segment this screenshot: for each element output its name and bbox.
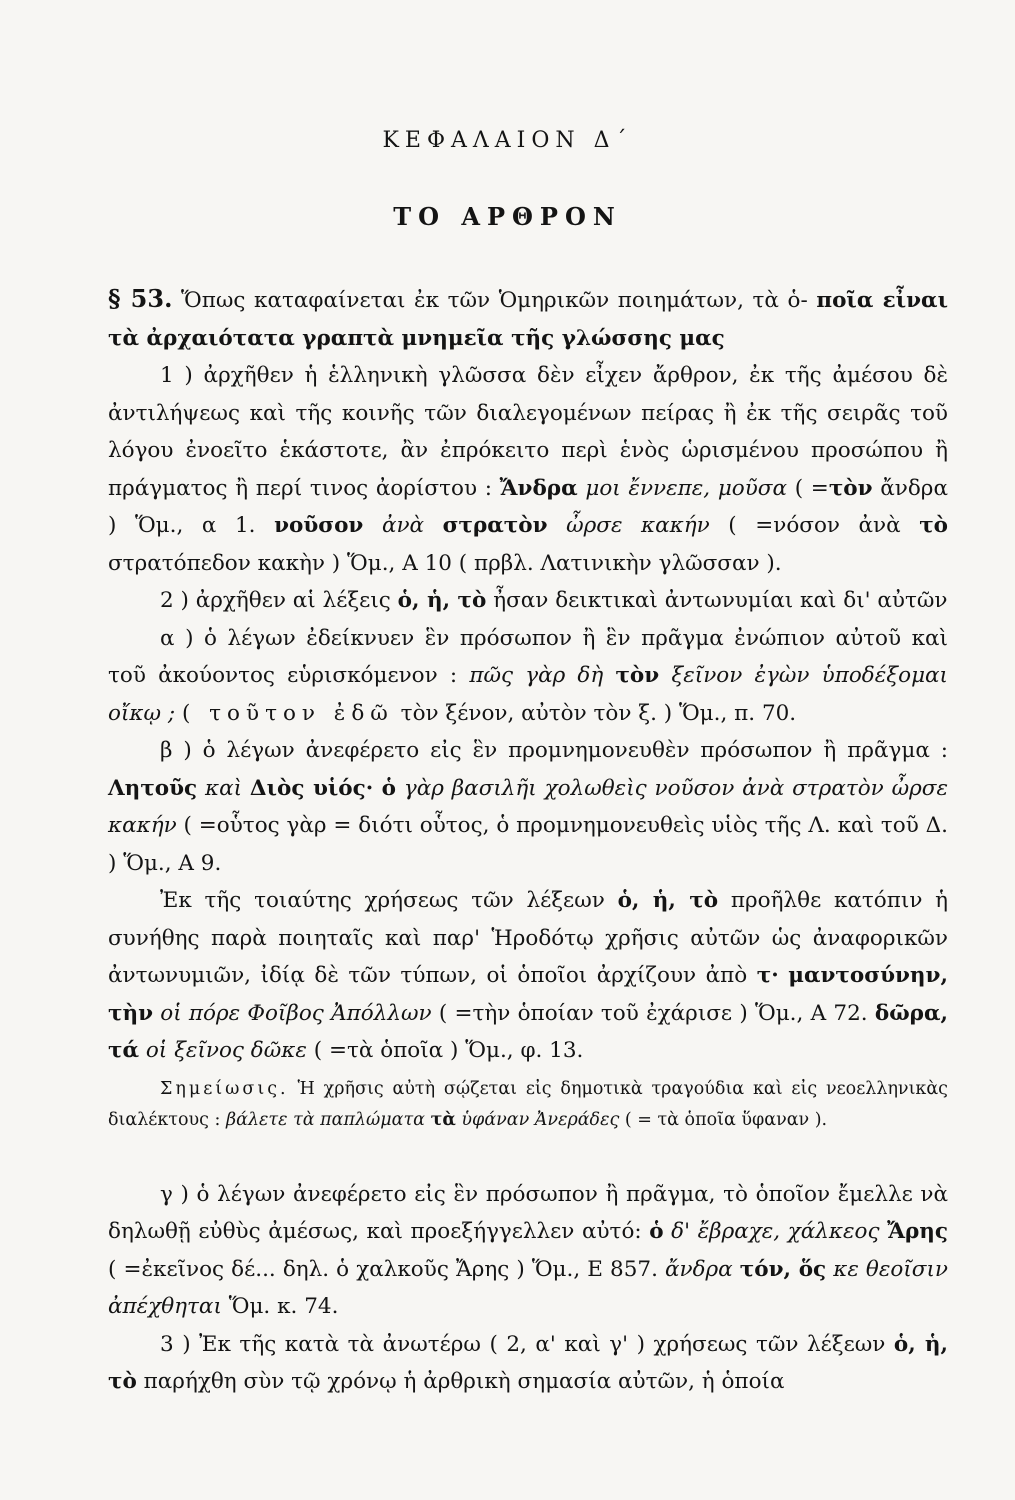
spacer xyxy=(108,1136,948,1176)
body-text xyxy=(108,280,948,1401)
section-53-intro: § 53. Ὅπως καταφαίνεται ἐκ τῶν Ὁμηρικῶν ποιημάτων, τὰ ὁ- ποῖα εἶναι τὰ ἀρχαιότατα γραπτὰ μνημεῖα τῆς γλώσσης μας xyxy=(108,284,948,351)
note: Σημείωσις. Ἡ χρῆσις αὐτὴ σῴζεται εἰς δημοτικὰ τραγούδια καὶ εἰς νεοελληνικὰς διαλέκτους : βάλετε τὰ παπλώματα τὰ ὑφάναν Ἀνεράδες ( = τὰ ὁποῖα ὕφαναν ). xyxy=(108,1078,948,1130)
paragraph-alpha: α ) ὁ λέγων ἐδείκνυεν ἓν πρόσωπον ἢ ἓν πρᾶγμα ἐνώπιον αὐτοῦ καὶ τοῦ ἀκούοντος εὑρισκόμενον : πῶς γὰρ δὴ τὸν ξεῖνον ἐγὼν ὑποδέξομαι οἴκῳ ; ( τοῦτον ἐδῶ τὸν ξένον, αὐτὸν τὸν ξ. ) Ὅμ., π. 70. xyxy=(108,625,948,726)
paragraph-1: 1 ) ἀρχῆθεν ἡ ἑλληνικὴ γλῶσσα δὲν εἶχεν ἄρθρον, ἐκ τῆς ἀμέσου δὲ ἀντιλήψεως καὶ τῆς κοινῆς τῶν διαλεγομένων πείρας ἢ ἐκ τῆς σειρᾶς τοῦ λόγου ἐνοεῖτο ἑκάστοτε, ἂν ἐπρόκειτο περὶ ἑνὸς ὡρισμένου προσώπου ἢ πράγματος ἢ περί τινος ἀορίστου : Ἄνδρα μοι ἔννεπε, μοῦσα ( =τὸν ἄνδρα ) Ὅμ., α 1. νοῦσον ἀνὰ στρατὸν ὦρσε κακήν ( =νόσον ἀνὰ τὸ στρατόπεδον κακὴν ) Ὅμ., Α 10 ( πρβλ. Λατινικὴν γλῶσσαν ). xyxy=(108,363,949,576)
paragraph-beta: β ) ὁ λέγων ἀνεφέρετο εἰς ἓν προμνημονευθὲν πρόσωπον ἢ πρᾶγμα : Λητοῦς καὶ Διὸς υἱός· ὁ γὰρ βασιλῆι χολωθεὶς νοῦσον ἀνὰ στρατὸν ὦρσε κακήν ( =οὗτος γὰρ = διότι οὗτος, ὁ προμνημονευθεὶς υἱὸς τῆς Λ. καὶ τοῦ Δ. ) Ὅμ., Α 9. xyxy=(108,738,948,876)
paragraph-3: 3 ) Ἐκ τῆς κατὰ τὰ ἀνωτέρω ( 2, α' καὶ γ' ) χρήσεως τῶν λέξεων ὁ, ἡ, τὸ παρήχθη σὺν τῷ χρόνῳ ἡ ἀρθρικὴ σημασία αὐτῶν, ἡ ὁποία xyxy=(108,1331,948,1394)
paragraph-gamma: γ ) ὁ λέγων ἀνεφέρετο εἰς ἓν πρόσωπον ἢ πρᾶγμα, τὸ ὁποῖον ἔμελλε νὰ δηλωθῇ εὐθὺς ἀμέσως, καὶ προεξήγγελλεν αὐτό: ὁ δ' ἔβραχε, χάλκεος Ἄρης ( =ἐκεῖνος δέ... δηλ. ὁ χαλκοῦς Ἄρης ) Ὅμ., Ε 857. ἄνδρα τόν, ὅς κε θεοῖσιν ἀπέχθηται Ὅμ. κ. 74. xyxy=(108,1181,949,1319)
paragraph-usage: Ἐκ τῆς τοιαύτης χρήσεως τῶν λέξεων ὁ, ἡ, τὸ προῆλθε κατόπιν ἡ συνήθης παρὰ ποιηταῖς καὶ παρ' Ἡροδότῳ χρῆσις αὐτῶν ὡς ἀναφορικῶν ἀντωνυμιῶν, ἰδίᾳ δὲ τῶν τύπων, οἱ ὁποῖοι ἀρχίζουν ἀπὸ τ· μαντοσύνην, τὴν οἱ πόρε Φοῖβος Ἀπόλλων ( =τὴν ὁποίαν τοῦ ἐχάρισε ) Ὅμ., Α 72. δῶρα, τά οἱ ξεῖνος δῶκε ( =τὰ ὁποῖα ) Ὅμ., φ. 13. xyxy=(108,888,949,1063)
chapter-title: ΤΟ ΑΡΘΡΟΝ xyxy=(393,202,622,231)
paragraph-2: 2 ) ἀρχῆθεν αἱ λέξεις ὁ, ἡ, τὸ ἦσαν δεικτικαὶ ἀντωνυμίαι καὶ δι' αὐτῶν xyxy=(160,588,948,613)
section-number: § 53. xyxy=(108,284,173,313)
chapter-label: ΚΕΦΑΛΑΙΟΝ Δ΄ xyxy=(382,128,633,153)
